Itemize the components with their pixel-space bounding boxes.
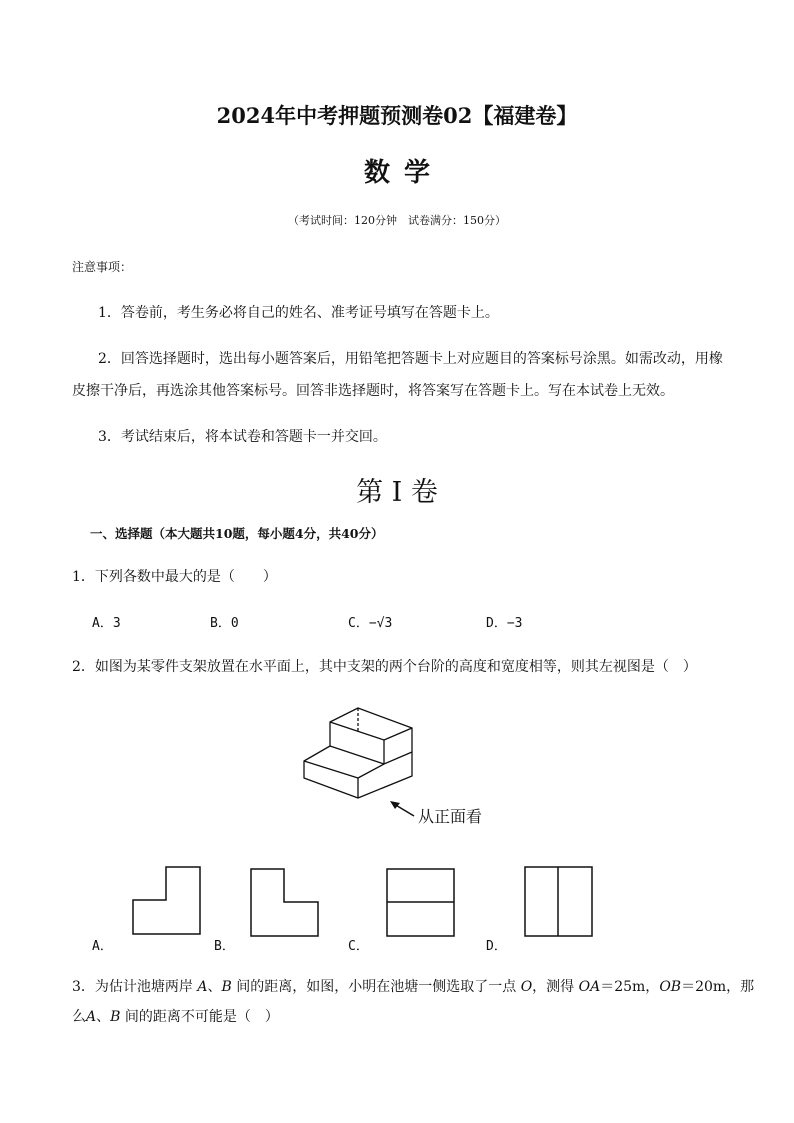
q3-var-oa: OA <box>578 979 601 995</box>
q3-var-b: B <box>110 1009 121 1025</box>
q3-var-b: B <box>221 979 232 995</box>
q3-text: ，测得 <box>532 979 579 995</box>
exam-title: 2024年中考押题预测卷02【福建卷】 <box>216 103 578 128</box>
option-b-shape <box>250 868 320 938</box>
section-title: 第 I 卷 <box>356 477 438 508</box>
notice-heading: 注意事项： <box>72 260 133 274</box>
q3-var-ob: OB <box>659 979 682 995</box>
q1-option-c: C．−√3 <box>348 616 393 631</box>
q2-option-a-label: A． <box>92 939 113 954</box>
q3-stem-line2 <box>72 1006 279 1026</box>
q3-text: ＝20m，那 <box>681 979 755 995</box>
q3-var-a: A <box>86 1009 97 1025</box>
q3-text: 间的距离，如图，小明在池塘一侧选取了一点 <box>231 979 521 995</box>
q1-option-a: A．3 <box>92 616 121 631</box>
q3-var-o: O <box>520 979 533 995</box>
notice-item-3: 3．考试结束后，将本试卷和答题卡一并交回。 <box>98 429 387 445</box>
q3-text: ＝25m， <box>600 979 660 995</box>
q3-var-a: A <box>197 979 208 995</box>
q1-option-b: B．0 <box>210 616 239 631</box>
q3-text: 间的距离不可能是（ ） <box>120 1009 279 1025</box>
q1-stem: 1．下列各数中最大的是（ ） <box>72 569 277 585</box>
q2-stem: 2．如图为某零件支架放置在水平面上，其中支架的两个台阶的高度和宽度相等，则其左视图是（ ） <box>72 659 697 675</box>
option-a-shape <box>132 866 202 936</box>
notice-item-2-cont: 皮擦干净后，再选涂其他答案标号。回答非选择题时，将答案写在答题卡上。写在本试卷上无效。 <box>72 383 674 399</box>
notice-item-1: 1．答卷前，考生务必将自己的姓名、准考证号填写在答题卡上。 <box>98 305 499 321</box>
exam-meta: （考试时间：120分钟 试卷满分：150分） <box>288 214 506 227</box>
figure-caption: 从正面看 <box>418 807 483 826</box>
option-d-shape <box>524 866 594 938</box>
view-direction-arrow <box>388 798 418 820</box>
q3-stem-line1 <box>72 976 754 996</box>
q2-option-b-label: B． <box>214 939 235 954</box>
section1-heading: 一、选择题（本大题共10题，每小题4分，共40分） <box>90 526 384 541</box>
option-c-shape <box>386 868 456 938</box>
q2-isometric-figure <box>300 706 430 806</box>
q3-text: 、 <box>207 979 222 995</box>
q1-option-d: D．−3 <box>486 616 523 631</box>
subject-title: 数学 <box>363 158 444 188</box>
q3-text: 么 <box>72 1009 86 1025</box>
notice-item-2: 2．回答选择题时，选出每小题答案后，用铅笔把答题卡上对应题目的答案标号涂黑。如需改动，用橡 <box>98 351 723 367</box>
q3-text: 、 <box>96 1009 111 1025</box>
q3-text: 3．为估计池塘两岸 <box>72 979 198 995</box>
q2-option-c-label: C． <box>348 939 369 954</box>
q2-option-d-label: D． <box>486 939 507 954</box>
